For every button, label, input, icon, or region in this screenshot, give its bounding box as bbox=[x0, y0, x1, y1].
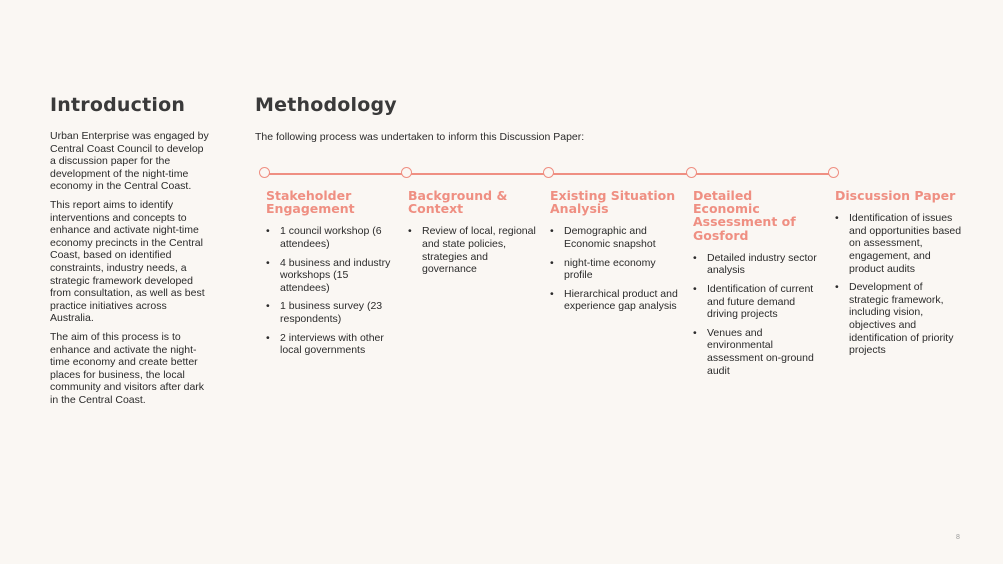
step-list bbox=[266, 225, 394, 356]
methodology-title: Methodology bbox=[255, 94, 397, 116]
list-item: • Identification of current and future demand driving projects bbox=[693, 283, 821, 321]
list-item: • night-time economy profile bbox=[550, 257, 678, 282]
list-item: • 1 business survey (23 respondents) bbox=[266, 300, 394, 325]
intro-paragraph: Urban Enterprise was engaged by Central Coast Council to develop a discussion paper for the development of the night-time economy in the Central Coast. bbox=[50, 130, 209, 193]
step-list bbox=[835, 212, 963, 357]
introduction-section bbox=[50, 94, 210, 412]
list-item: • 2 interviews with other local governments bbox=[266, 332, 394, 357]
list-item: • 4 business and industry workshops (15 attendees) bbox=[266, 257, 394, 295]
list-item: • Venues and environmental assessment on-ground audit bbox=[693, 327, 821, 377]
step-list bbox=[408, 225, 536, 275]
step-stakeholder-engagement bbox=[266, 189, 394, 363]
step-list bbox=[693, 252, 821, 377]
timeline-dot-5 bbox=[828, 167, 839, 178]
list-item: • Detailed industry sector analysis bbox=[693, 252, 821, 277]
methodology-section bbox=[255, 94, 975, 377]
step-list bbox=[550, 225, 678, 313]
step-title: Discussion Paper bbox=[835, 188, 956, 203]
introduction-title: Introduction bbox=[50, 94, 186, 116]
process-timeline bbox=[255, 167, 855, 181]
timeline-dot-4 bbox=[686, 167, 697, 178]
timeline-dot-2 bbox=[401, 167, 412, 178]
step-title: Existing Situation Analysis bbox=[550, 188, 676, 217]
page-number: 8 bbox=[956, 534, 960, 541]
step-title: Background & Context bbox=[408, 188, 508, 217]
step-title: Stakeholder Engagement bbox=[266, 188, 355, 217]
list-item: • Review of local, regional and state policies, strategies and governance bbox=[408, 225, 536, 275]
timeline-dot-1 bbox=[259, 167, 270, 178]
step-existing-situation-analysis bbox=[550, 189, 678, 319]
methodology-lead: The following process was undertaken to inform this Discussion Paper: bbox=[255, 131, 585, 143]
intro-paragraph: This report aims to identify interventions and concepts to enhance and activate night-time economy precincts in the Central Coast, based on identified constraints, industry needs, a strategic framework developed from consultation, as well as best practice initiatives across Australia. bbox=[50, 198, 205, 325]
list-item: • Identification of issues and opportunities based on assessment, engagement, and product audits bbox=[835, 212, 963, 275]
list-item: • Development of strategic framework, including vision, objectives and identification of priority projects bbox=[835, 281, 963, 357]
list-item: • 1 council workshop (6 attendees) bbox=[266, 225, 394, 250]
list-item: • Hierarchical product and experience gap analysis bbox=[550, 288, 678, 313]
timeline-dot-3 bbox=[543, 167, 554, 178]
step-background-context bbox=[408, 189, 536, 282]
intro-paragraph: The aim of this process is to enhance and activate the night-time economy and create better places for business, the local community and visitors after dark in the Central Coast. bbox=[50, 330, 205, 406]
step-discussion-paper bbox=[835, 189, 963, 363]
step-title: Detailed Economic Assessment of Gosford bbox=[693, 188, 796, 243]
step-detailed-economic-assessment bbox=[693, 189, 821, 383]
list-item: • Demographic and Economic snapshot bbox=[550, 225, 678, 250]
